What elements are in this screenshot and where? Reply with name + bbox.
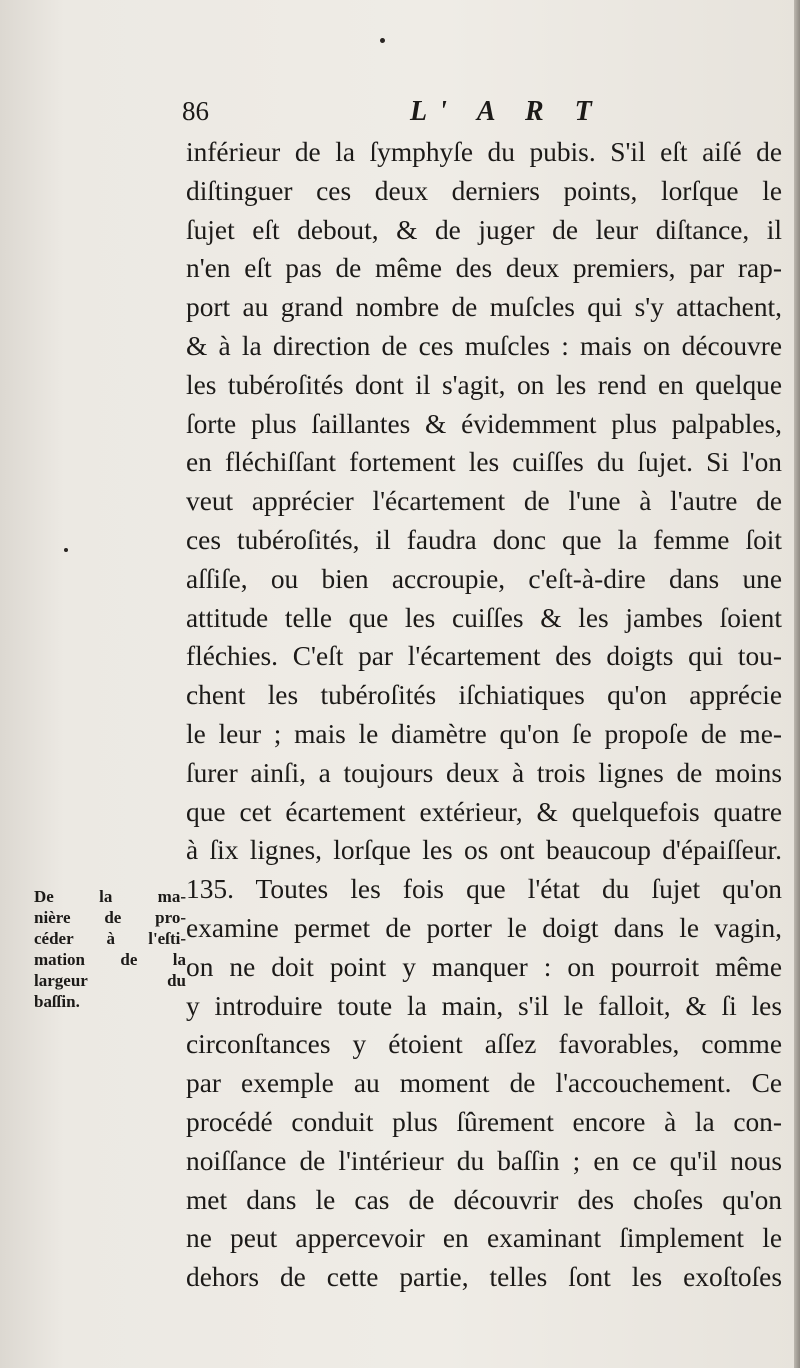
margin-note-line: nière de pro- (34, 908, 186, 927)
ink-speck (64, 548, 68, 552)
margin-note-line: largeur du (34, 971, 186, 990)
page-header (0, 96, 800, 136)
text-line: & à la direction de ces muſcles : mais on découvre (186, 330, 782, 361)
text-line: attitude telle que les cuiſſes & les jambes ſoient (186, 602, 782, 633)
text-line: veut apprécier l'écartement de l'une à l'autre de (186, 486, 782, 517)
text-line: à ſix lignes, lorſque les os ont beaucoup d'épaiſſeur. (186, 835, 782, 866)
text-line: met dans le cas de découvrir des choſes qu'on (186, 1184, 782, 1215)
text-line: ces tubéroſités, il faudra donc que la femme ſoit (186, 524, 782, 555)
text-line: examine permet de porter le doigt dans le vagin, (186, 912, 782, 943)
text-line: aſſiſe, ou bien accroupie, c'eſt-à-dire dans une (186, 563, 782, 594)
text-line: en fléchiſſant fortement les cuiſſes du ſujet. Si l'on (186, 447, 782, 478)
text-line: on ne doit point y manquer : on pourroit même (186, 951, 782, 982)
text-line: inférieur de la ſymphyſe du pubis. S'il eſt aiſé de (186, 137, 782, 167)
text-line: procédé conduit plus ſûrement encore à la con- (186, 1106, 782, 1137)
margin-note-line: De la ma- (34, 887, 186, 906)
text-line: le leur ; mais le diamètre qu'on ſe propoſe de me- (186, 718, 782, 749)
text-line: ſorte plus ſaillantes & évidemment plus palpables, (186, 408, 782, 439)
text-line: ſujet eſt debout, & de juger de leur diſtance, il (186, 214, 782, 245)
page-number: 86 (182, 96, 209, 126)
text-line: dehors de cette partie, telles ſont les exoſtoſes (186, 1262, 782, 1293)
margin-note-line: baſſin. (34, 992, 80, 1011)
text-line: noiſſance de l'intérieur du baſſin ; en ce qu'il nous (186, 1145, 782, 1176)
margin-note-line: mation de la (34, 950, 186, 969)
text-line: ne peut appercevoir en examinant ſimplement le (186, 1223, 782, 1254)
ink-speck (380, 38, 385, 43)
page-edge (794, 0, 800, 1368)
text-line: les tubéroſités dont il s'agit, on les rend en quelque (186, 369, 782, 400)
paragraph-start-line: 135. Toutes les fois que l'état du ſujet qu'on (186, 874, 782, 905)
text-line: chent les tubéroſités iſchiatiques qu'on apprécie (186, 680, 782, 711)
body-text (186, 133, 782, 1297)
text-line: diſtinguer ces deux derniers points, lorſque le (186, 175, 782, 206)
text-line: port au grand nombre de muſcles qui s'y attachent, (186, 292, 782, 323)
text-line: y introduire toute la main, s'il le falloit, & ſi les (186, 990, 782, 1021)
running-title: L' A R T (410, 96, 604, 127)
text-line: ſurer ainſi, a toujours deux à trois lignes de moins (186, 757, 782, 788)
text-line: n'en eſt pas de même des deux premiers, par rap- (186, 253, 782, 284)
margin-note-line: céder à l'eſti- (34, 929, 186, 948)
margin-note (34, 886, 186, 1012)
text-line: que cet écartement extérieur, & quelquefois quatre (186, 796, 782, 827)
text-line: fléchies. C'eſt par l'écartement des doigts qui tou- (186, 641, 782, 672)
text-line: par exemple au moment de l'accouchement. Ce (186, 1068, 782, 1099)
text-line: circonſtances y étoient aſſez favorables, comme (186, 1029, 782, 1060)
